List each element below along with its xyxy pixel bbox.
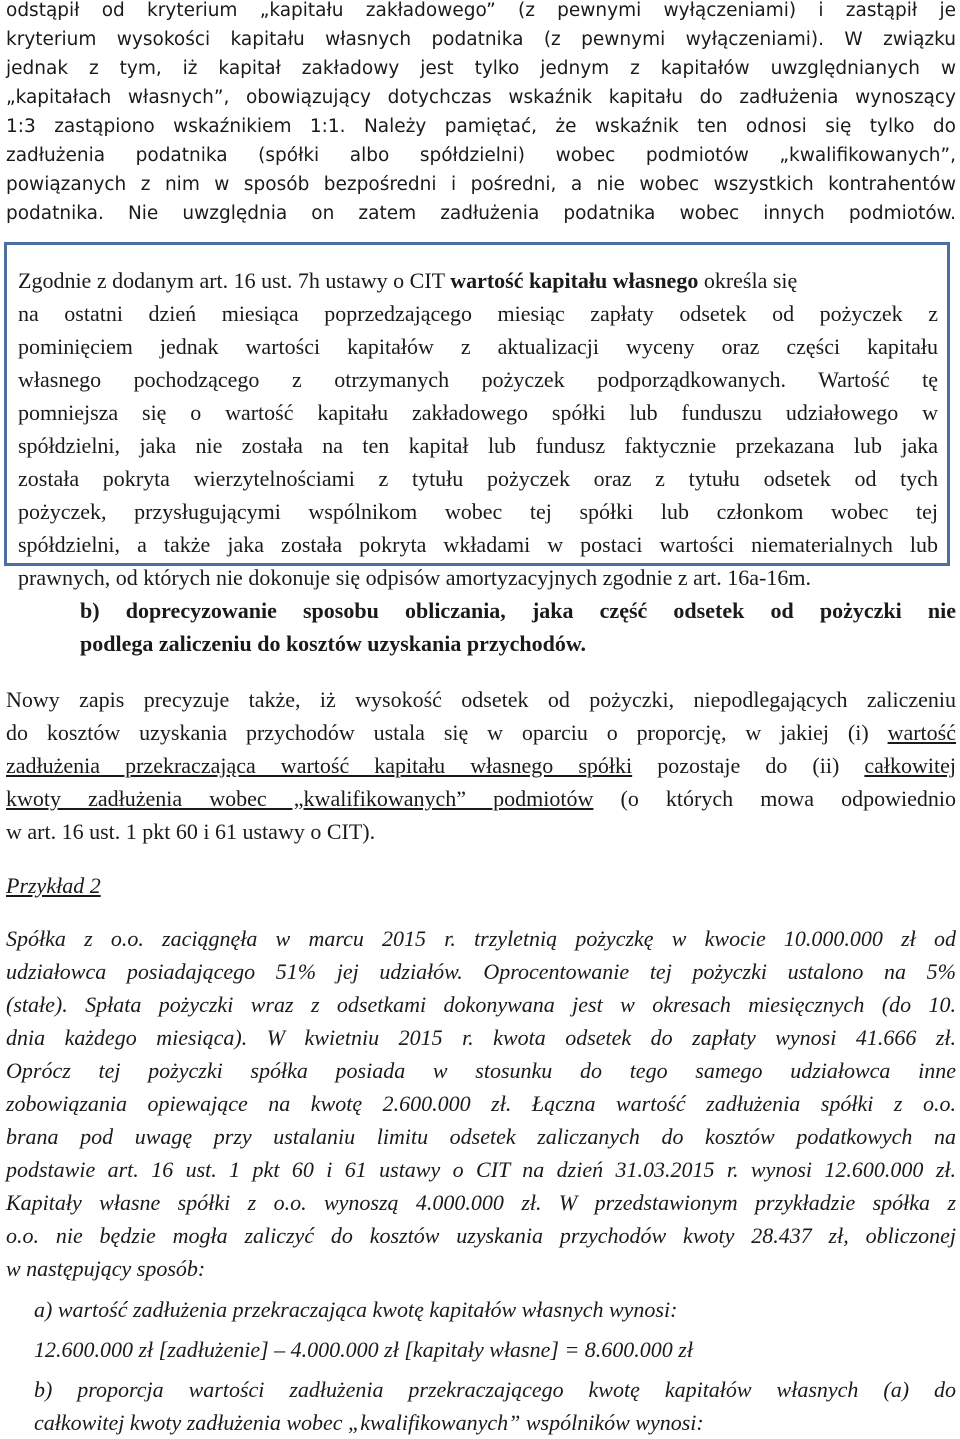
calc-item-a: a) wartość zadłużenia przekraczająca kwotę kapitałów własnych wynosi:	[34, 1297, 678, 1322]
text-line: pominięciem jednak wartości kapitałów z aktualizacji wyceny oraz części kapitału	[18, 334, 938, 359]
intro-paragraph	[6, 0, 956, 228]
text-line: całkowitej kwoty zadłużenia wobec „kwalifikowanych” wspólników wynosi:	[34, 1410, 704, 1435]
text-line: kryterium wysokości kapitału własnych podatnika (z pewnymi wyłączeniami). W związku	[6, 29, 956, 50]
calc-item-b	[34, 1373, 956, 1439]
text-line: podatnika. Nie uwzględnia on zatem zadłużenia podatnika wobec innych podmiotów.	[6, 203, 956, 224]
section-heading-b	[80, 594, 956, 660]
text-line: w następujący sposób:	[6, 1256, 206, 1281]
text-line: własnego pochodzącego z otrzymanych pożyczek podporządkowanych. Wartość tę	[18, 367, 938, 392]
paragraph	[6, 683, 956, 848]
text-line: udziałowca posiadającego 51% jej udziałów. Oprocentowanie tej pożyczki ustalono na 5%	[6, 959, 956, 984]
calc-formula: 12.600.000 zł [zadłużenie] – 4.000.000 zł [kapitały własne] = 8.600.000 zł	[34, 1337, 693, 1362]
heading-line: b) doprecyzowanie sposobu obliczania, jaka część odsetek od pożyczki nie	[80, 598, 956, 623]
text-line: zobowiązania opiewające na kwotę 2.600.000 zł. Łączna wartość zadłużenia spółki z o.o.	[6, 1091, 956, 1116]
example-heading: Przykład 2	[6, 873, 101, 898]
text-run: do kosztów uzyskania przychodów ustala się w oparciu o proporcję, w jakiej (i)	[6, 720, 888, 745]
text-run: określa się	[698, 268, 798, 293]
text-line: Kapitały własne spółki z o.o. wynoszą 4.000.000 zł. W przedstawionym przykładzie spółka z	[6, 1190, 956, 1215]
text-line	[6, 749, 956, 782]
example-paragraph	[6, 922, 956, 1285]
underlined-text: kwoty zadłużenia wobec „kwalifikowanych” podmiotów	[6, 786, 594, 811]
text-line	[6, 716, 956, 749]
text-line: pożyczek, przysługującymi wspólnikom wobec tej spółki lub członkom wobec tej	[18, 499, 938, 524]
text-line: odstąpił od kryterium „kapitału zakładowego” (z pewnymi wyłączeniami) i zastąpił je	[6, 0, 956, 21]
text-line: Spółka z o.o. zaciągnęła w marcu 2015 r. trzyletnią pożyczkę w kwocie 10.000.000 zł od	[6, 926, 956, 951]
text-line: podstawie art. 16 ust. 1 pkt 60 i 61 ustawy o CIT na dzień 31.03.2015 r. wynosi 12.600.000 zł.	[6, 1157, 956, 1182]
text-line: „kapitałach własnych”, obowiązujący dotychczas wskaźnik kapitału do zadłużenia wynoszący	[6, 87, 956, 108]
text-line: spółdzielni, a także jaka została pokryta wkładami w postaci wartości niematerialnych lub	[18, 532, 938, 557]
text-run: Zgodnie z dodanym art. 16 ust. 7h ustawy o CIT	[18, 268, 451, 293]
text-run: (o których mowa odpowiednio	[593, 786, 956, 811]
text-line: 1:3 zastąpiono wskaźnikiem 1:1. Należy pamiętać, że wskaźnik ten odnosi się tylko do	[6, 116, 956, 137]
text-line: powiązanych z nim w sposób bezpośredni i pośredni, a nie wobec wszystkich kontrahentów	[6, 174, 956, 195]
underlined-text: zadłużenia przekraczająca wartość kapitału własnego spółki	[6, 753, 633, 778]
text-line: pomniejsza się o wartość kapitału zakładowego spółki lub funduszu udziałowego w	[18, 400, 938, 425]
text-line: brana pod uwagę przy ustalaniu limitu odsetek zaliczanych do kosztów podatkowych na	[6, 1124, 956, 1149]
text-line: dnia każdego miesiąca). W kwietniu 2015 r. kwota odsetek do zapłaty wynosi 41.666 zł.	[6, 1025, 956, 1050]
text-line: zadłużenia podatnika (spółki albo spółdzielni) wobec podmiotów „kwalifikowanych”,	[6, 145, 956, 166]
text-line: w art. 16 ust. 1 pkt 60 i 61 ustawy o CIT).	[6, 819, 376, 844]
text-line: prawnych, od których nie dokonuje się odpisów amortyzacyjnych zgodnie z art. 16a-16m.	[18, 565, 811, 590]
text-line	[6, 782, 956, 815]
text-line: spółdzielni, jaka nie została na ten kapitał lub fundusz faktycznie przekazana lub jaka	[18, 433, 938, 458]
text-line: Nowy zapis precyzuje także, iż wysokość odsetek od pożyczki, niepodlegających zaliczeniu	[6, 687, 956, 712]
heading-line: podlega zaliczeniu do kosztów uzyskania przychodów.	[80, 631, 587, 656]
text-line	[18, 264, 938, 297]
underlined-text: całkowitej	[864, 753, 956, 778]
text-line: jednak z tym, iż kapitał zakładowy jest tylko jednym z kapitałów uwzględnianych w	[6, 58, 956, 79]
text-line: (stałe). Spłata pożyczki wraz z odsetkami dokonywana jest w okresach miesięcznych (do 10.	[6, 992, 956, 1017]
text-line: Oprócz tej pożyczki spółka posiada w stosunku do tego samego udziałowca inne	[6, 1058, 956, 1083]
text-line: o.o. nie będzie mogła zaliczyć do kosztów uzyskania przychodów kwoty 28.437 zł, obliczonej	[6, 1223, 956, 1248]
underlined-text: wartość	[887, 720, 956, 745]
text-line: została pokryta wierzytelnościami z tytułu pożyczek oraz z tytułu odsetek od tych	[18, 466, 938, 491]
bold-term: wartość kapitału własnego	[450, 268, 699, 293]
text-line: na ostatni dzień miesiąca poprzedzającego miesiąc zapłaty odsetek od pożyczek z	[18, 301, 938, 326]
text-line: b) proporcja wartości zadłużenia przekraczającego kwotę kapitałów własnych (a) do	[34, 1377, 956, 1402]
highlight-box-text	[18, 264, 938, 594]
text-run: pozostaje do (ii)	[632, 753, 865, 778]
